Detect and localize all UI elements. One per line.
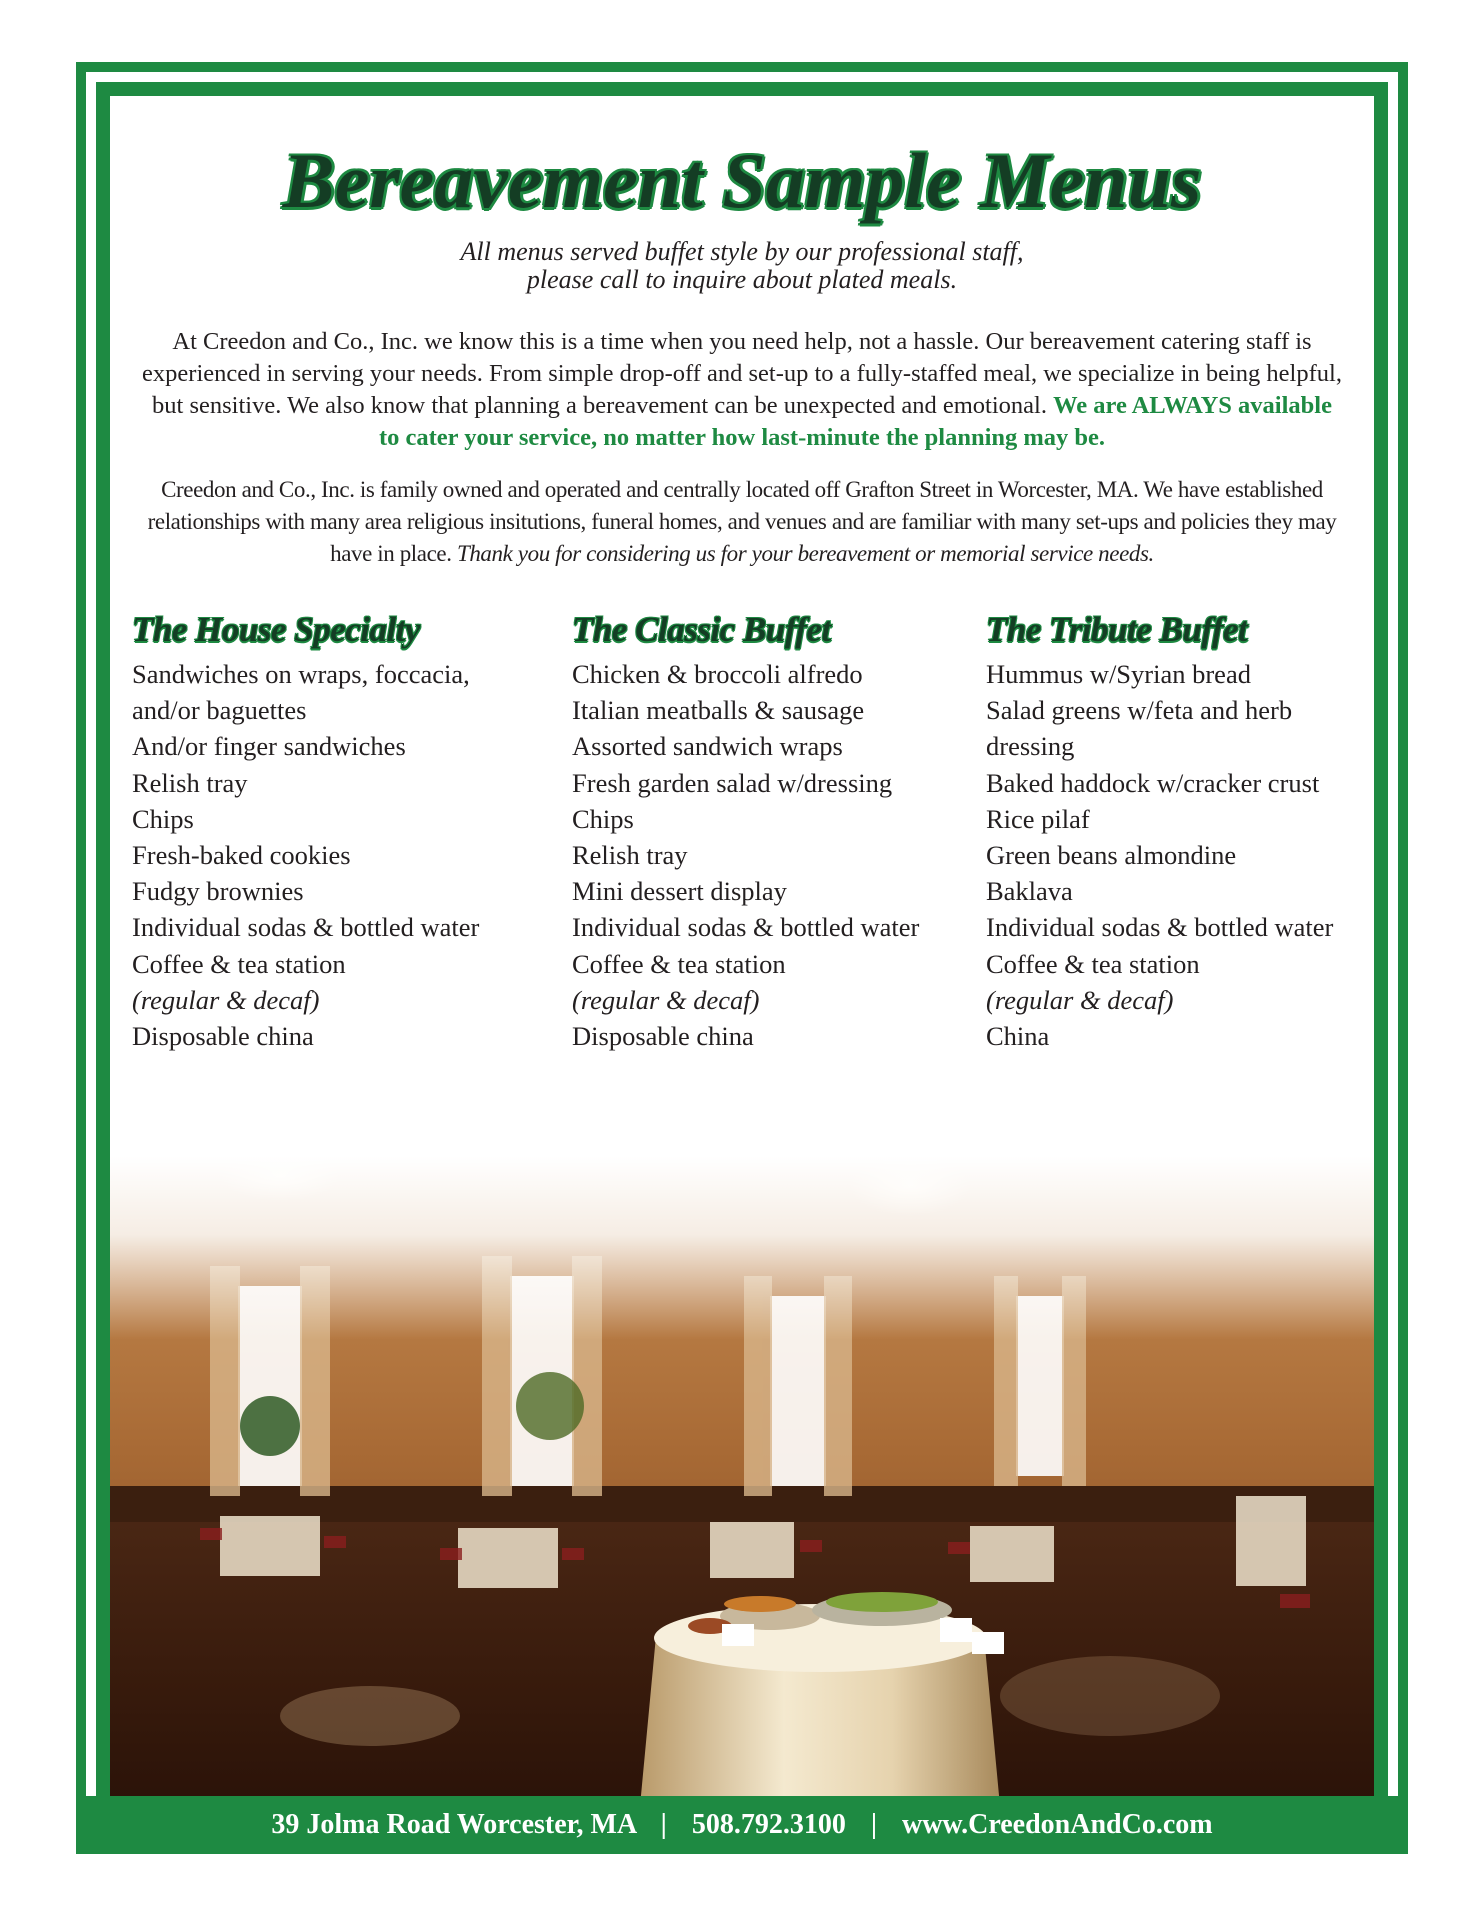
menu-item: Relish tray [132,767,248,798]
menu-item: dressing [986,731,1075,762]
menu-item: China [986,1021,1050,1052]
menu-item: Fresh-baked cookies [132,840,351,871]
menu-items [986,656,1333,1054]
menu-item: Chicken & broccoli alfredo [572,659,863,689]
footer-separator: | [870,1809,877,1840]
footer-separator: | [660,1809,667,1840]
menu-item: Fudgy brownies [132,876,304,907]
thanks-text: Thank you for considering us for your bereavement or memorial service needs. [456,541,1154,566]
menu-house-specialty [132,610,479,1054]
menu-items [572,656,919,1054]
menu-item: Fresh garden salad w/dressing [572,767,893,798]
footer-address: 39 Jolma Road Worcester, MA [271,1809,636,1840]
menu-item: And/or finger sandwiches [132,731,406,762]
menu-item: Hummus w/Syrian bread [986,659,1251,689]
banquet-hall-illustration [110,1156,1374,1812]
menu-item: Disposable china [132,1021,314,1052]
menu-item: Baked haddock w/cracker crust [986,767,1320,798]
intro-paragraph [140,326,1344,454]
banquet-hall-photo [110,1156,1374,1812]
menu-item: Mini dessert display [572,876,787,907]
menu-item: Assorted sandwich wraps [572,731,843,762]
menu-item: (regular & decaf) [572,984,760,1015]
about-paragraph [140,474,1344,570]
menu-item: Sandwiches on wraps, foccacia, [132,659,470,689]
availability-highlight: We are ALWAYS available to cater your service, no matter how last-minute the planning may be. [378,392,1332,451]
menu-item: Coffee & tea station [986,948,1200,979]
subtitle [110,238,1374,294]
menu-item: Relish tray [572,840,688,871]
menu-item: Italian meatballs & sausage [572,695,865,726]
menu-item: Individual sodas & bottled water [986,912,1334,943]
menu-item: Individual sodas & bottled water [132,912,480,943]
footer-website-link[interactable]: www.CreedonAndCo.com [901,1809,1213,1840]
about-text: Creedon and Co., Inc. is family owned and operated and centrally located off Grafton Street in Worcester, MA. We have established relationships with many area religious insitutions, funeral homes, and venues and are familiar with many set-ups and policies they may have in place. [147,477,1337,566]
menu-item: Baklava [986,876,1073,907]
menu-tribute-buffet [986,610,1333,1054]
menu-heading: The Classic Buffet [572,610,831,649]
menu-heading: The Tribute Buffet [986,610,1248,649]
subtitle-line-1: All menus served buffet style by our professional staff, [460,237,1024,266]
menu-classic-buffet [572,610,919,1054]
menu-item: (regular & decaf) [986,984,1174,1015]
menu-item: and/or baguettes [132,695,307,726]
menu-heading: The House Specialty [132,610,420,649]
menu-item: (regular & decaf) [132,984,320,1015]
contact-footer [76,1796,1408,1854]
menu-item: Chips [132,803,194,834]
menu-item: Coffee & tea station [132,948,346,979]
menu-item: Salad greens w/feta and herb [986,695,1293,726]
menu-items [132,656,479,1054]
menu-item: Green beans almondine [986,840,1237,871]
menu-item: Coffee & tea station [572,948,786,979]
footer-phone[interactable]: 508.792.3100 [691,1809,846,1840]
menu-item: Rice pilaf [986,803,1090,834]
menu-item: Chips [572,803,634,834]
intro-text: At Creedon and Co., Inc. we know this is a time when you need help, not a hassle. Our bereavement catering staff is experienced in serving your needs. From simple drop-off and set-up to a fully-staffed meal, we specialize in being helpful, but sensitive. We also know that planning a bereavement can be unexpected and emotional. [142,328,1342,419]
menu-flyer [110,96,1374,1812]
page-title: Bereavement Sample Menus [282,137,1202,224]
menu-item: Disposable china [572,1021,754,1052]
menu-item: Individual sodas & bottled water [572,912,920,943]
subtitle-line-2: please call to inquire about plated meals. [526,265,958,294]
